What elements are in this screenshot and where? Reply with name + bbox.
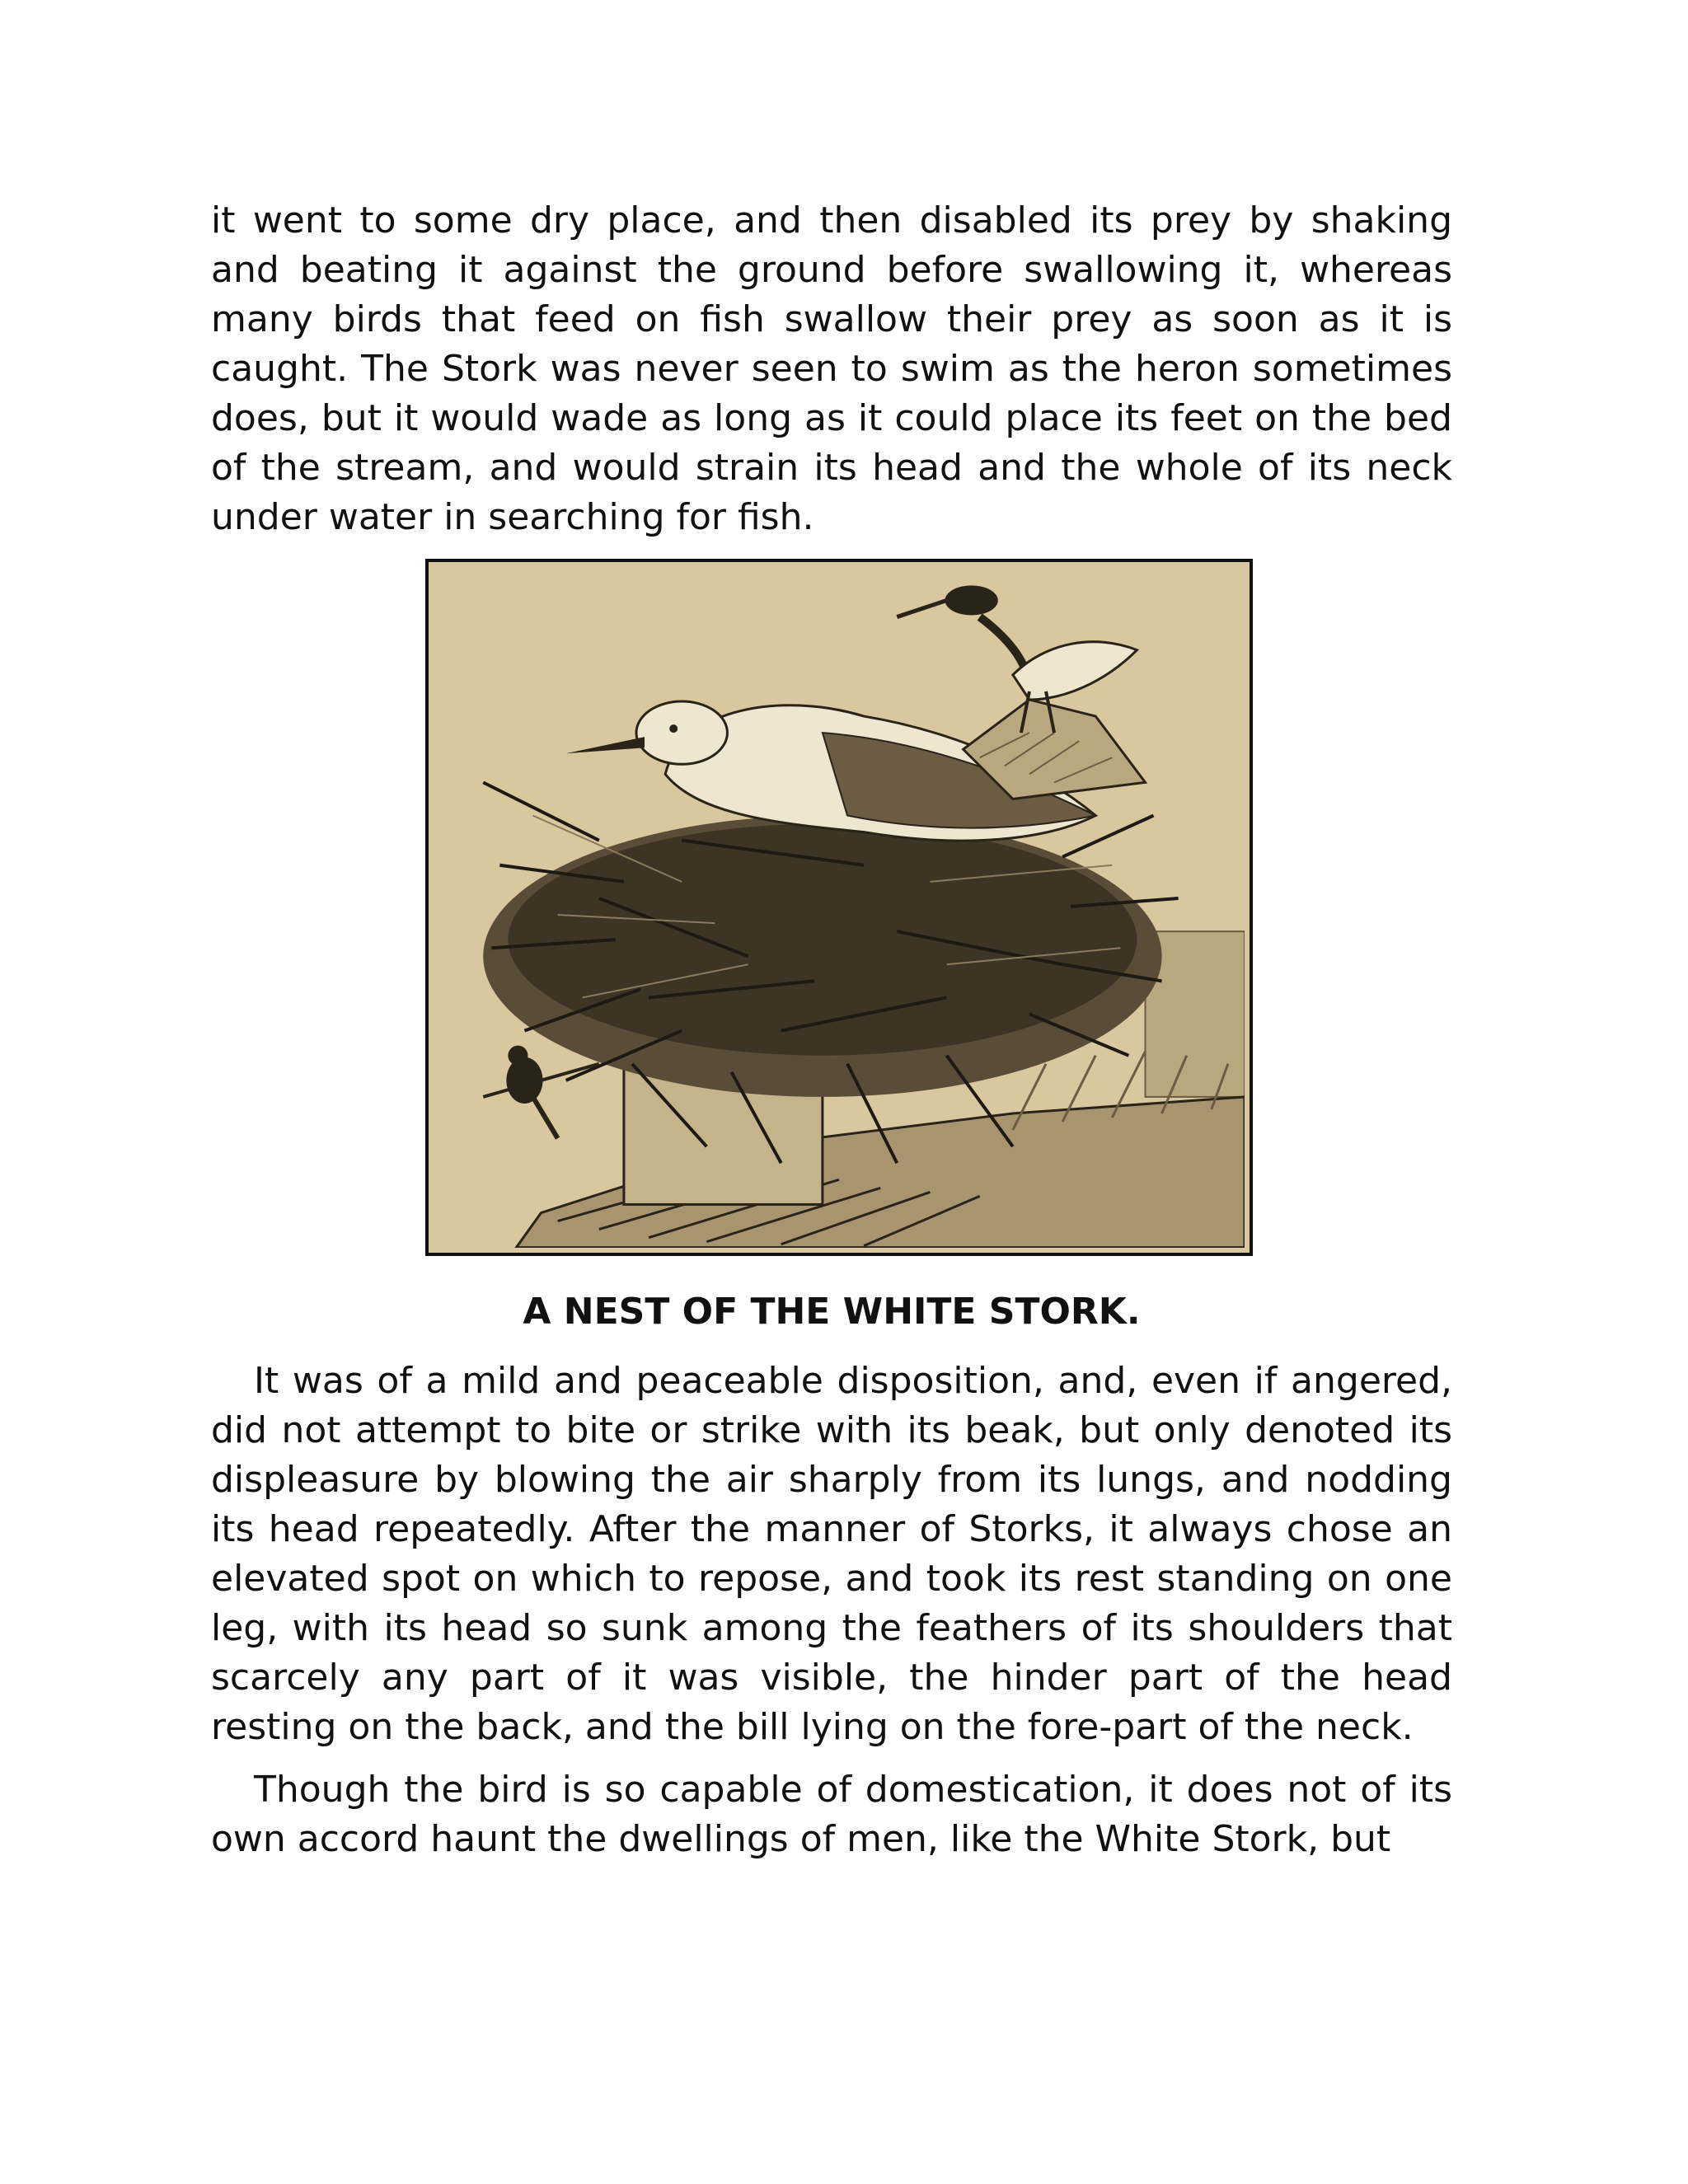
- stork-nest-illustration: [425, 559, 1253, 1256]
- paragraph-3: Though the bird is so capable of domestication, it does not of its own accord haunt the dwellings of men, like the White Stork, but: [211, 1769, 1452, 1860]
- figure-caption: A NEST OF THE WHITE STORK.: [523, 1291, 1141, 1333]
- engraving-svg: [434, 567, 1245, 1248]
- paragraph-1: it went to some dry place, and then disabled its prey by shaking and beating it against the ground before swallowing it, whereas many birds that feed on fish swallow their prey as soon as it is caught. The Stork was never seen to swim as the heron sometimes does, but it would wade as long as it could place its feet on the bed of the stream, and would strain its head and the whole of its neck under water in searching for fish.: [211, 199, 1452, 538]
- paragraph-2: It was of a mild and peaceable disposition, and, even if angered, did not attempt to bite or strike with its beak, but only denoted its displeasure by blowing the air sharply from its lungs, and nodding its head repeatedly. After the manner of Storks, it always chose an elevated spot on which to repose, and took its rest standing on one leg, with its head so sunk among the feathers of its shoulders that scarcely any part of it was visible, the hinder part of the head resting on the back, and the bill lying on the fore-part of the neck.: [211, 1360, 1452, 1748]
